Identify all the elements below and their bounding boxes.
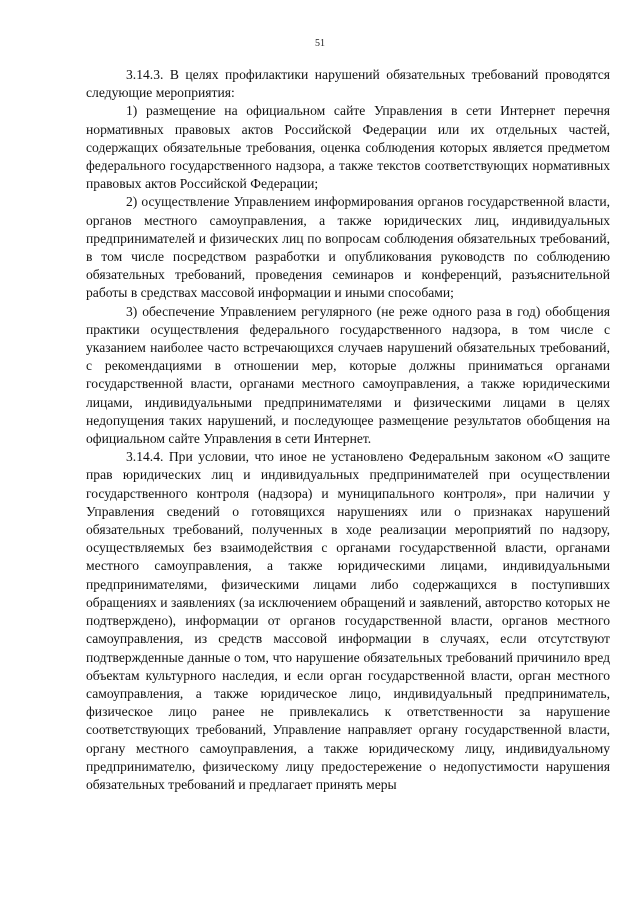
list-item-3: 3) обеспечение Управлением регулярного (не реже одного раза в год) обобщения практики осуществления федерального государственного надзора, в том числе с указанием наиболее часто встречающихся случаев нарушений обязательных требований, с рекомендациями в отношении мер, которые должны приниматься органами государственной власти, органами местного самоуправления, а также юридическими лицами, индивидуальными предпринимателями и физическими лицами в целях недопущения таких нарушений, и последующее размещение результатов обобщения на официальном сайте Управления в сети Интернет.	[86, 303, 610, 447]
list-item-2: 2) осуществление Управлением информирования органов государственной власти, органов местного самоуправления, а также юридических лиц, индивидуальных предпринимателей и физических лиц по вопросам соблюдения обязательных требований, в том числе посредством разработки и опубликования руководств по соблюдению обязательных требований, проведения семинаров и конференций, разъяснительной работы в средствах массовой информации и иными способами;	[86, 194, 610, 301]
document-body	[86, 66, 610, 794]
paragraph-3-14-4: 3.14.4. При условии, что иное не установлено Федеральным законом «О защите прав юридических лиц и индивидуальных предпринимателей при осуществлении государственного контроля (надзора) и муниципального контроля», при наличии у Управления сведений о готовящихся нарушениях или о признаках нарушений обязательных требований, полученных в ходе реализации мероприятий по надзору, осуществляемых без взаимодействия с органами государственной власти, органами местного самоуправления, а также юридическими лицами, индивидуальными предпринимателями, физическими лицами либо содержащихся в поступивших обращениях и заявлениях (за исключением обращений и заявлений, авторство которых не подтверждено), информации от органов государственной власти, органов местного самоуправления, из средств массовой информации в случаях, если отсутствуют подтвержденные данные о том, что нарушение обязательных требований причинило вред объектам культурного наследия, и если орган государственной власти, орган местного самоуправления, а также юридическое лицо, индивидуальный предприниматель, физическое лицо ранее не привлекались к ответственности за нарушение соответствующих требований, Управление направляет органу государственной власти, органу местного самоуправления, а также юридическому лицу, индивидуальному предпринимателю, физическому лицу предостережение о недопустимости нарушения обязательных требований и предлагает принять меры	[86, 449, 610, 792]
paragraph-3-14-3: 3.14.3. В целях профилактики нарушений обязательных требований проводятся следующие мероприятия:	[86, 67, 610, 101]
list-item-1: 1) размещение на официальном сайте Управления в сети Интернет перечня нормативных правовых актов Российской Федерации или их отдельных частей, содержащих обязательные требования, оценка соблюдения которых является предметом федерального государственного надзора, а также текстов соответствующих нормативных правовых актов Российской Федерации;	[86, 103, 610, 192]
page-number: 51	[315, 38, 325, 49]
